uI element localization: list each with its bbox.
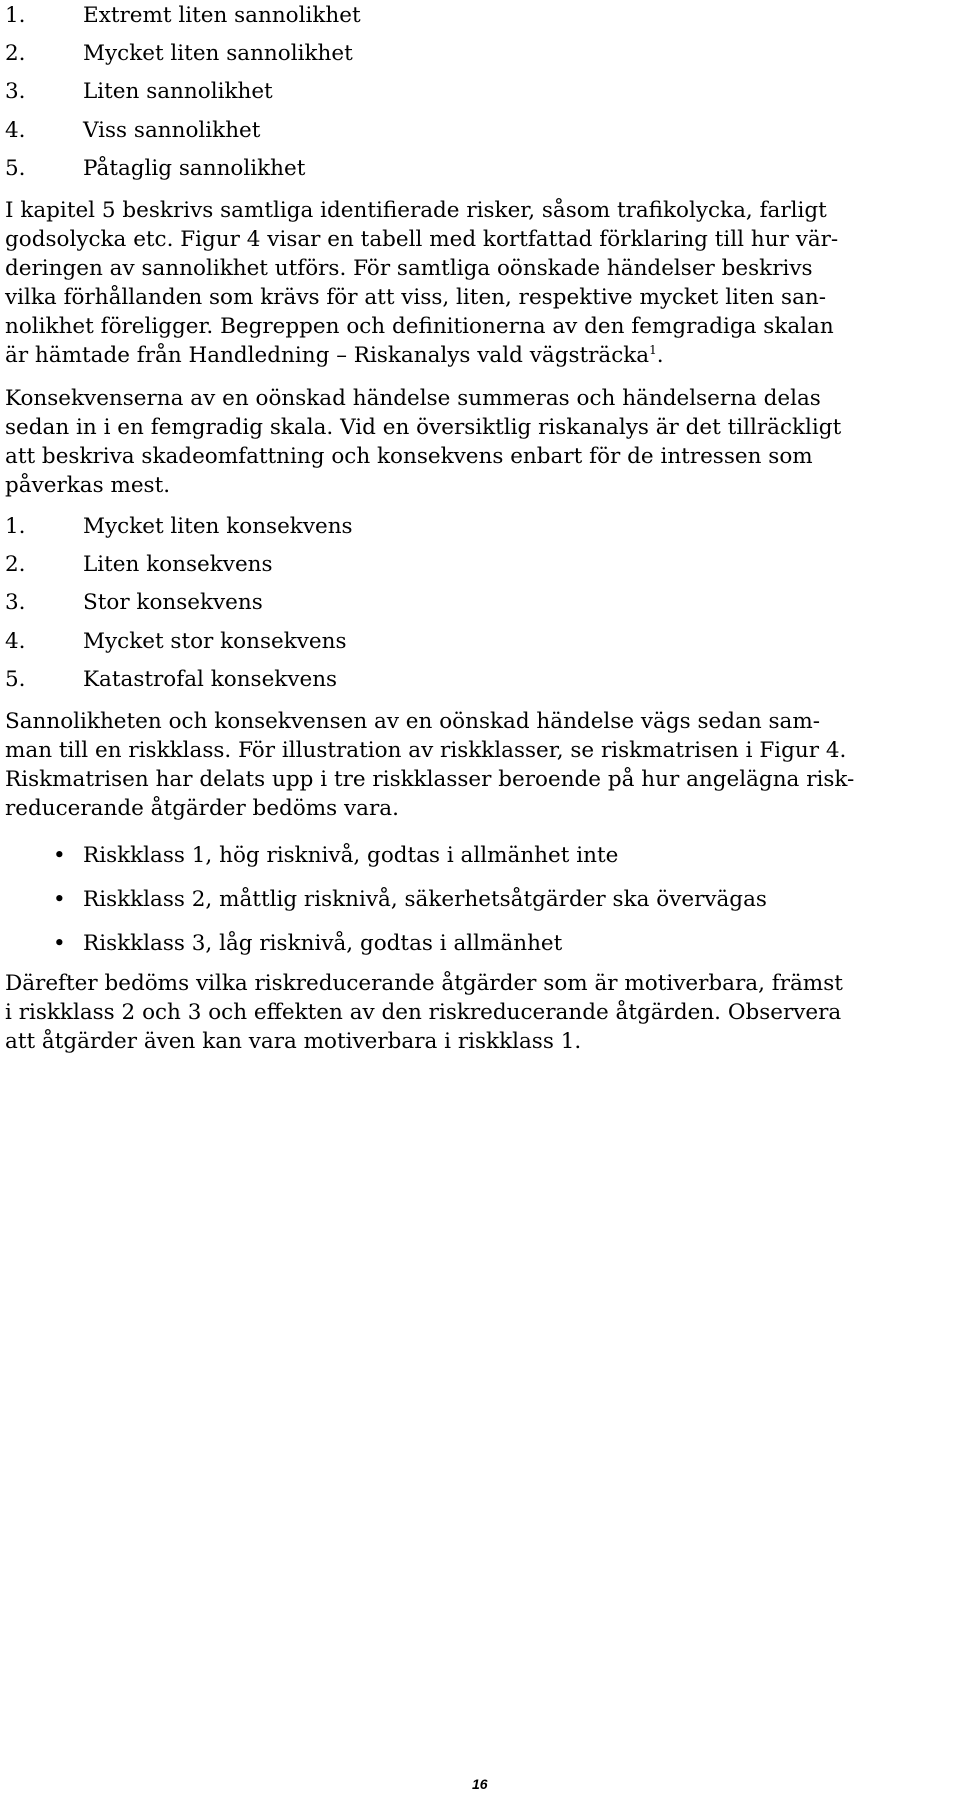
- text-line: att åtgärder även kan vara motiverbara i riskklass 1.: [5, 1029, 582, 1054]
- bullet-icon: •: [53, 843, 66, 868]
- text-line: vilka förhållanden som krävs för att viss, liten, respektive mycket liten san-: [5, 285, 827, 310]
- bullet-icon: •: [53, 931, 66, 956]
- text-line: Konsekvenserna av en oönskad händelse summeras och händelserna delas: [5, 386, 821, 411]
- footnote-marker: 1: [649, 342, 657, 357]
- text-line: sedan in i en femgradig skala. Vid en översiktlig riskanalys är det tillräckligt: [5, 415, 842, 440]
- text-line: I kapitel 5 beskrivs samtliga identifierade risker, såsom trafikolycka, farligt: [5, 198, 827, 223]
- text-line: påverkas mest.: [5, 473, 171, 498]
- text-line: i riskklass 2 och 3 och effekten av den riskreducerande åtgärden. Observera: [5, 1000, 842, 1025]
- text-line: är hämtade från Handledning – Riskanalys vald vägsträcka$^1$.: [5, 342, 664, 368]
- text-line: Riskmatrisen har delats upp i tre riskklasser beroende på hur angelägna risk-: [5, 767, 855, 792]
- text-line: nolikhet föreligger. Begreppen och definitionerna av den femgradiga skalan: [5, 314, 834, 339]
- text-line: reducerande åtgärder bedöms vara.: [5, 796, 399, 821]
- text-line: godsolycka etc. Figur 4 visar en tabell med kortfattad förklaring till hur vär-: [5, 227, 839, 252]
- text-line: Sannolikheten och konsekvensen av en oönskad händelse vägs sedan sam-: [5, 709, 821, 734]
- text-line: att beskriva skadeomfattning och konsekvens enbart för de intressen som: [5, 444, 813, 469]
- text-line: deringen av sannolikhet utförs. För samtliga oönskade händelser beskrivs: [5, 256, 813, 281]
- text-line: Därefter bedöms vilka riskreducerande åtgärder som är motiverbara, främst: [5, 971, 843, 996]
- page-number: 16: [472, 1776, 488, 1792]
- text-line: man till en riskklass. För illustration av riskklasser, se riskmatrisen i Figur 4.: [5, 738, 847, 763]
- bullet-icon: •: [53, 887, 66, 912]
